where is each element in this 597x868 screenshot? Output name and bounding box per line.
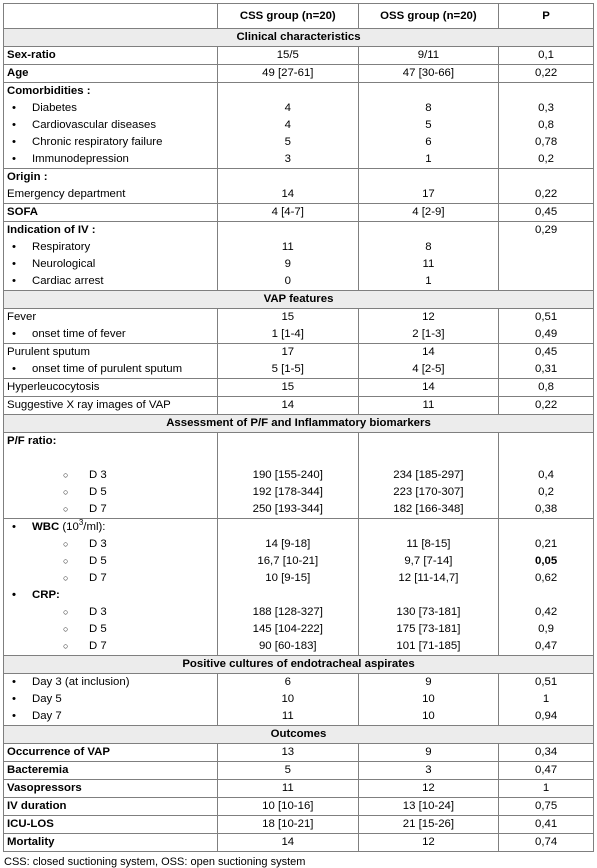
p-value: 0,8 <box>499 379 594 397</box>
oss-value: 130 [73-181] <box>396 606 461 618</box>
p-value: 0,51 <box>535 311 558 323</box>
row-label: Suggestive X ray images of VAP <box>4 397 218 415</box>
section-header-row <box>4 29 594 47</box>
wbc-label: WBC <box>32 521 60 533</box>
p-values <box>499 83 594 169</box>
css-value: 5 <box>217 762 358 780</box>
list-item: • Cardiac arrest <box>7 273 214 290</box>
oss-value: 10 <box>422 693 435 705</box>
list-item: • Cardiovascular diseases <box>7 117 214 134</box>
row-sublabel: • onset time of purulent sputum <box>7 361 214 378</box>
css-value: 49 [27-61] <box>217 65 358 83</box>
list-item: • Day 7 <box>7 708 214 725</box>
table-row <box>4 344 594 379</box>
row-label: IV duration <box>4 798 218 816</box>
css-value: 13 <box>217 744 358 762</box>
p-value: 1 <box>499 780 594 798</box>
oss-value: 9/11 <box>358 47 499 65</box>
oss-value: 182 [166-348] <box>393 503 464 515</box>
p-value: 0,22 <box>499 65 594 83</box>
oss-value: 13 [10-24] <box>358 798 499 816</box>
css-value: 250 [193-344] <box>252 503 323 515</box>
wbc-unit: $(10^3/ml)$: <box>62 518 106 533</box>
row-label: SOFA <box>4 204 218 222</box>
row-sublabel: • onset time of fever <box>7 326 214 343</box>
row-label: Origin : <box>7 171 48 183</box>
header-css-group: CSS group (n=20) <box>217 4 358 29</box>
p-value: 0,74 <box>499 834 594 852</box>
css-value: 1 [1-4] <box>271 328 304 340</box>
css-values <box>217 83 358 169</box>
p-value: 0,31 <box>535 363 558 375</box>
list-item: ○ D 5 <box>7 621 214 638</box>
indication-cell <box>4 222 218 291</box>
list-item: • Respiratory <box>7 239 214 256</box>
oss-value: 12 <box>358 834 499 852</box>
p-value: 0,8 <box>538 119 555 131</box>
p-value: 0,49 <box>535 328 558 340</box>
p-value: 0,47 <box>499 762 594 780</box>
css-value: 10 [9-15] <box>265 572 311 584</box>
oss-value: 12 <box>422 311 435 323</box>
css-value: 90 [60-183] <box>258 640 317 652</box>
p-value: 0,78 <box>535 136 558 148</box>
row-label: Purulent sputum <box>7 346 90 358</box>
table-row <box>4 309 594 344</box>
oss-value: 223 [170-307] <box>393 486 464 498</box>
table-row <box>4 816 594 834</box>
css-value: 14 <box>217 397 358 415</box>
css-value: 6 <box>284 676 291 688</box>
p-value: 0,2 <box>538 486 555 498</box>
css-value: 15/5 <box>217 47 358 65</box>
row-label: Sex-ratio <box>4 47 218 65</box>
table-row <box>4 83 594 169</box>
section-header-row <box>4 415 594 433</box>
table-row <box>4 744 594 762</box>
p-value-significant: 0,05 <box>535 555 558 567</box>
css-value: 14 <box>217 834 358 852</box>
oss-value: 11 <box>358 397 499 415</box>
css-value: 16,7 [10-21] <box>257 555 319 567</box>
oss-value: 14 <box>358 379 499 397</box>
css-value: 10 <box>281 693 295 705</box>
css-value: 145 [104-222] <box>252 623 323 635</box>
table-row <box>4 433 594 519</box>
section-header-row <box>4 291 594 309</box>
row-label: P/F ratio: <box>7 435 57 447</box>
list-item: ○ D 3 <box>7 604 214 621</box>
css-value: 190 [155-240] <box>252 469 323 481</box>
oss-value: 9,7 [7-14] <box>404 555 453 567</box>
header-label <box>4 4 218 29</box>
list-item: • Immunodepression <box>7 151 214 168</box>
css-value: 4 [4-7] <box>217 204 358 222</box>
section-outcomes: Outcomes <box>4 726 594 744</box>
p-value: 0,34 <box>499 744 594 762</box>
list-item: ○ D 3 <box>7 536 214 553</box>
list-item: ○ D 3 <box>7 467 214 484</box>
row-label: Vasopressors <box>4 780 218 798</box>
row-label: Bacteremia <box>4 762 218 780</box>
p-value: 0,3 <box>538 102 555 114</box>
css-value: 3 <box>284 153 291 165</box>
oss-value: 47 [30-66] <box>358 65 499 83</box>
p-value: 0,38 <box>535 503 558 515</box>
css-value: 11 <box>217 780 358 798</box>
css-value: 11 <box>281 710 294 722</box>
section-header-row <box>4 656 594 674</box>
oss-value: 1 <box>425 153 432 165</box>
results-table <box>3 3 594 852</box>
table-row <box>4 379 594 397</box>
section-cultures: Positive cultures of endotracheal aspirates <box>4 656 594 674</box>
table-row <box>4 397 594 415</box>
section-assessment: Assessment of P/F and Inflammatory biomarkers <box>4 415 594 433</box>
oss-values <box>358 83 499 169</box>
list-item: • Neurological <box>7 256 214 273</box>
oss-value: 175 [73-181] <box>396 623 461 635</box>
list-item: • Diabetes <box>7 100 214 117</box>
origin-cell <box>4 169 218 204</box>
section-clinical: Clinical characteristics <box>4 29 594 47</box>
css-value: 9 <box>284 258 291 270</box>
results-table-container <box>3 3 594 868</box>
row-label <box>7 519 214 536</box>
table-row <box>4 222 594 291</box>
p-value: 0,42 <box>535 606 558 618</box>
oss-value: 101 [71-185] <box>396 640 461 652</box>
table-footnote: CSS: closed suctioning system, OSS: open suctioning system <box>4 856 306 868</box>
css-value: 0 <box>284 275 291 287</box>
css-value: 18 [10-21] <box>217 816 358 834</box>
row-label: Mortality <box>4 834 218 852</box>
oss-value: 8 <box>425 102 432 114</box>
oss-value: 8 <box>425 241 432 253</box>
oss-value: 21 [15-26] <box>358 816 499 834</box>
table-row <box>4 204 594 222</box>
p-value: 0,9 <box>538 623 555 635</box>
oss-value: 9 <box>358 744 499 762</box>
p-value: 0,75 <box>499 798 594 816</box>
table-row <box>4 47 594 65</box>
p-value: 1 <box>542 693 550 705</box>
row-label: Hyperleucocytosis <box>4 379 218 397</box>
css-value: 11 <box>281 241 294 253</box>
oss-value: 1 <box>425 275 432 287</box>
oss-value: 17 <box>422 188 435 200</box>
p-value: 0,22 <box>535 188 558 200</box>
table-row <box>4 834 594 852</box>
list-item: ○ D 5 <box>7 553 214 570</box>
oss-value: 4 [2-5] <box>412 363 445 375</box>
oss-value: 234 [185-297] <box>393 469 464 481</box>
row-label: Age <box>4 65 218 83</box>
css-value: 4 <box>284 119 291 131</box>
table-header-row <box>4 4 594 29</box>
p-value: 0,41 <box>499 816 594 834</box>
list-item: ○ D 7 <box>7 638 214 655</box>
oss-value: 12 [11-14,7] <box>398 572 459 584</box>
oss-value: 4 [2-9] <box>358 204 499 222</box>
comorbidities-cell <box>4 83 218 169</box>
p-value: 0,29 <box>535 224 558 236</box>
css-value: 17 <box>281 346 295 358</box>
p-value: 0,4 <box>538 469 555 481</box>
table-row <box>4 780 594 798</box>
row-label: ICU-LOS <box>4 816 218 834</box>
css-value: 5 <box>284 136 291 148</box>
oss-value: 12 <box>358 780 499 798</box>
row-label: Comorbidities : <box>7 85 91 97</box>
header-oss-group: OSS group (n=20) <box>358 4 499 29</box>
p-value: 0,45 <box>499 204 594 222</box>
row-label: Fever <box>7 311 37 323</box>
list-item: ○ D 5 <box>7 484 214 501</box>
row-sublabel: Emergency department <box>7 188 126 200</box>
p-value: 0,51 <box>535 676 558 688</box>
oss-value: 2 [1-3] <box>412 328 445 340</box>
section-vap: VAP features <box>4 291 594 309</box>
oss-value: 14 <box>422 346 435 358</box>
table-row <box>4 519 594 656</box>
oss-value: 9 <box>425 676 432 688</box>
header-p-value: P <box>499 4 594 29</box>
list-item: • Chronic respiratory failure <box>7 134 214 151</box>
css-value: 15 <box>281 311 295 323</box>
p-value: 0,1 <box>499 47 594 65</box>
list-item: • Day 5 <box>7 691 214 708</box>
p-value: 0,62 <box>535 572 558 584</box>
p-value: 0,2 <box>538 153 555 165</box>
css-value: 188 [128-327] <box>252 606 323 618</box>
css-value: 4 <box>284 102 291 114</box>
css-value: 14 <box>281 188 295 200</box>
css-value: 5 [1-5] <box>271 363 304 375</box>
oss-value: 6 <box>425 136 432 148</box>
table-row <box>4 798 594 816</box>
table-row <box>4 65 594 83</box>
css-value: 14 [9-18] <box>265 538 311 550</box>
p-value: 0,94 <box>535 710 558 722</box>
p-value: 0,45 <box>535 346 558 358</box>
row-label: • CRP: <box>7 587 214 604</box>
oss-value: 3 <box>358 762 499 780</box>
row-label: Indication of IV : <box>7 224 96 236</box>
p-value: 0,22 <box>499 397 594 415</box>
section-header-row <box>4 726 594 744</box>
table-row <box>4 169 594 204</box>
css-value: 10 [10-16] <box>217 798 358 816</box>
css-value: 192 [178-344] <box>252 486 323 498</box>
p-value: 0,21 <box>535 538 558 550</box>
list-item: ○ D 7 <box>7 501 214 518</box>
oss-value: 5 <box>425 119 432 131</box>
oss-value: 11 <box>422 258 435 270</box>
table-row <box>4 762 594 780</box>
list-item: • Day 3 (at inclusion) <box>7 674 214 691</box>
p-value: 0,47 <box>535 640 558 652</box>
oss-value: 11 [8-15] <box>406 538 451 550</box>
row-label: Occurrence of VAP <box>4 744 218 762</box>
table-row <box>4 674 594 726</box>
oss-value: 10 <box>422 710 435 722</box>
list-item: ○ D 7 <box>7 570 214 587</box>
css-value: 15 <box>217 379 358 397</box>
